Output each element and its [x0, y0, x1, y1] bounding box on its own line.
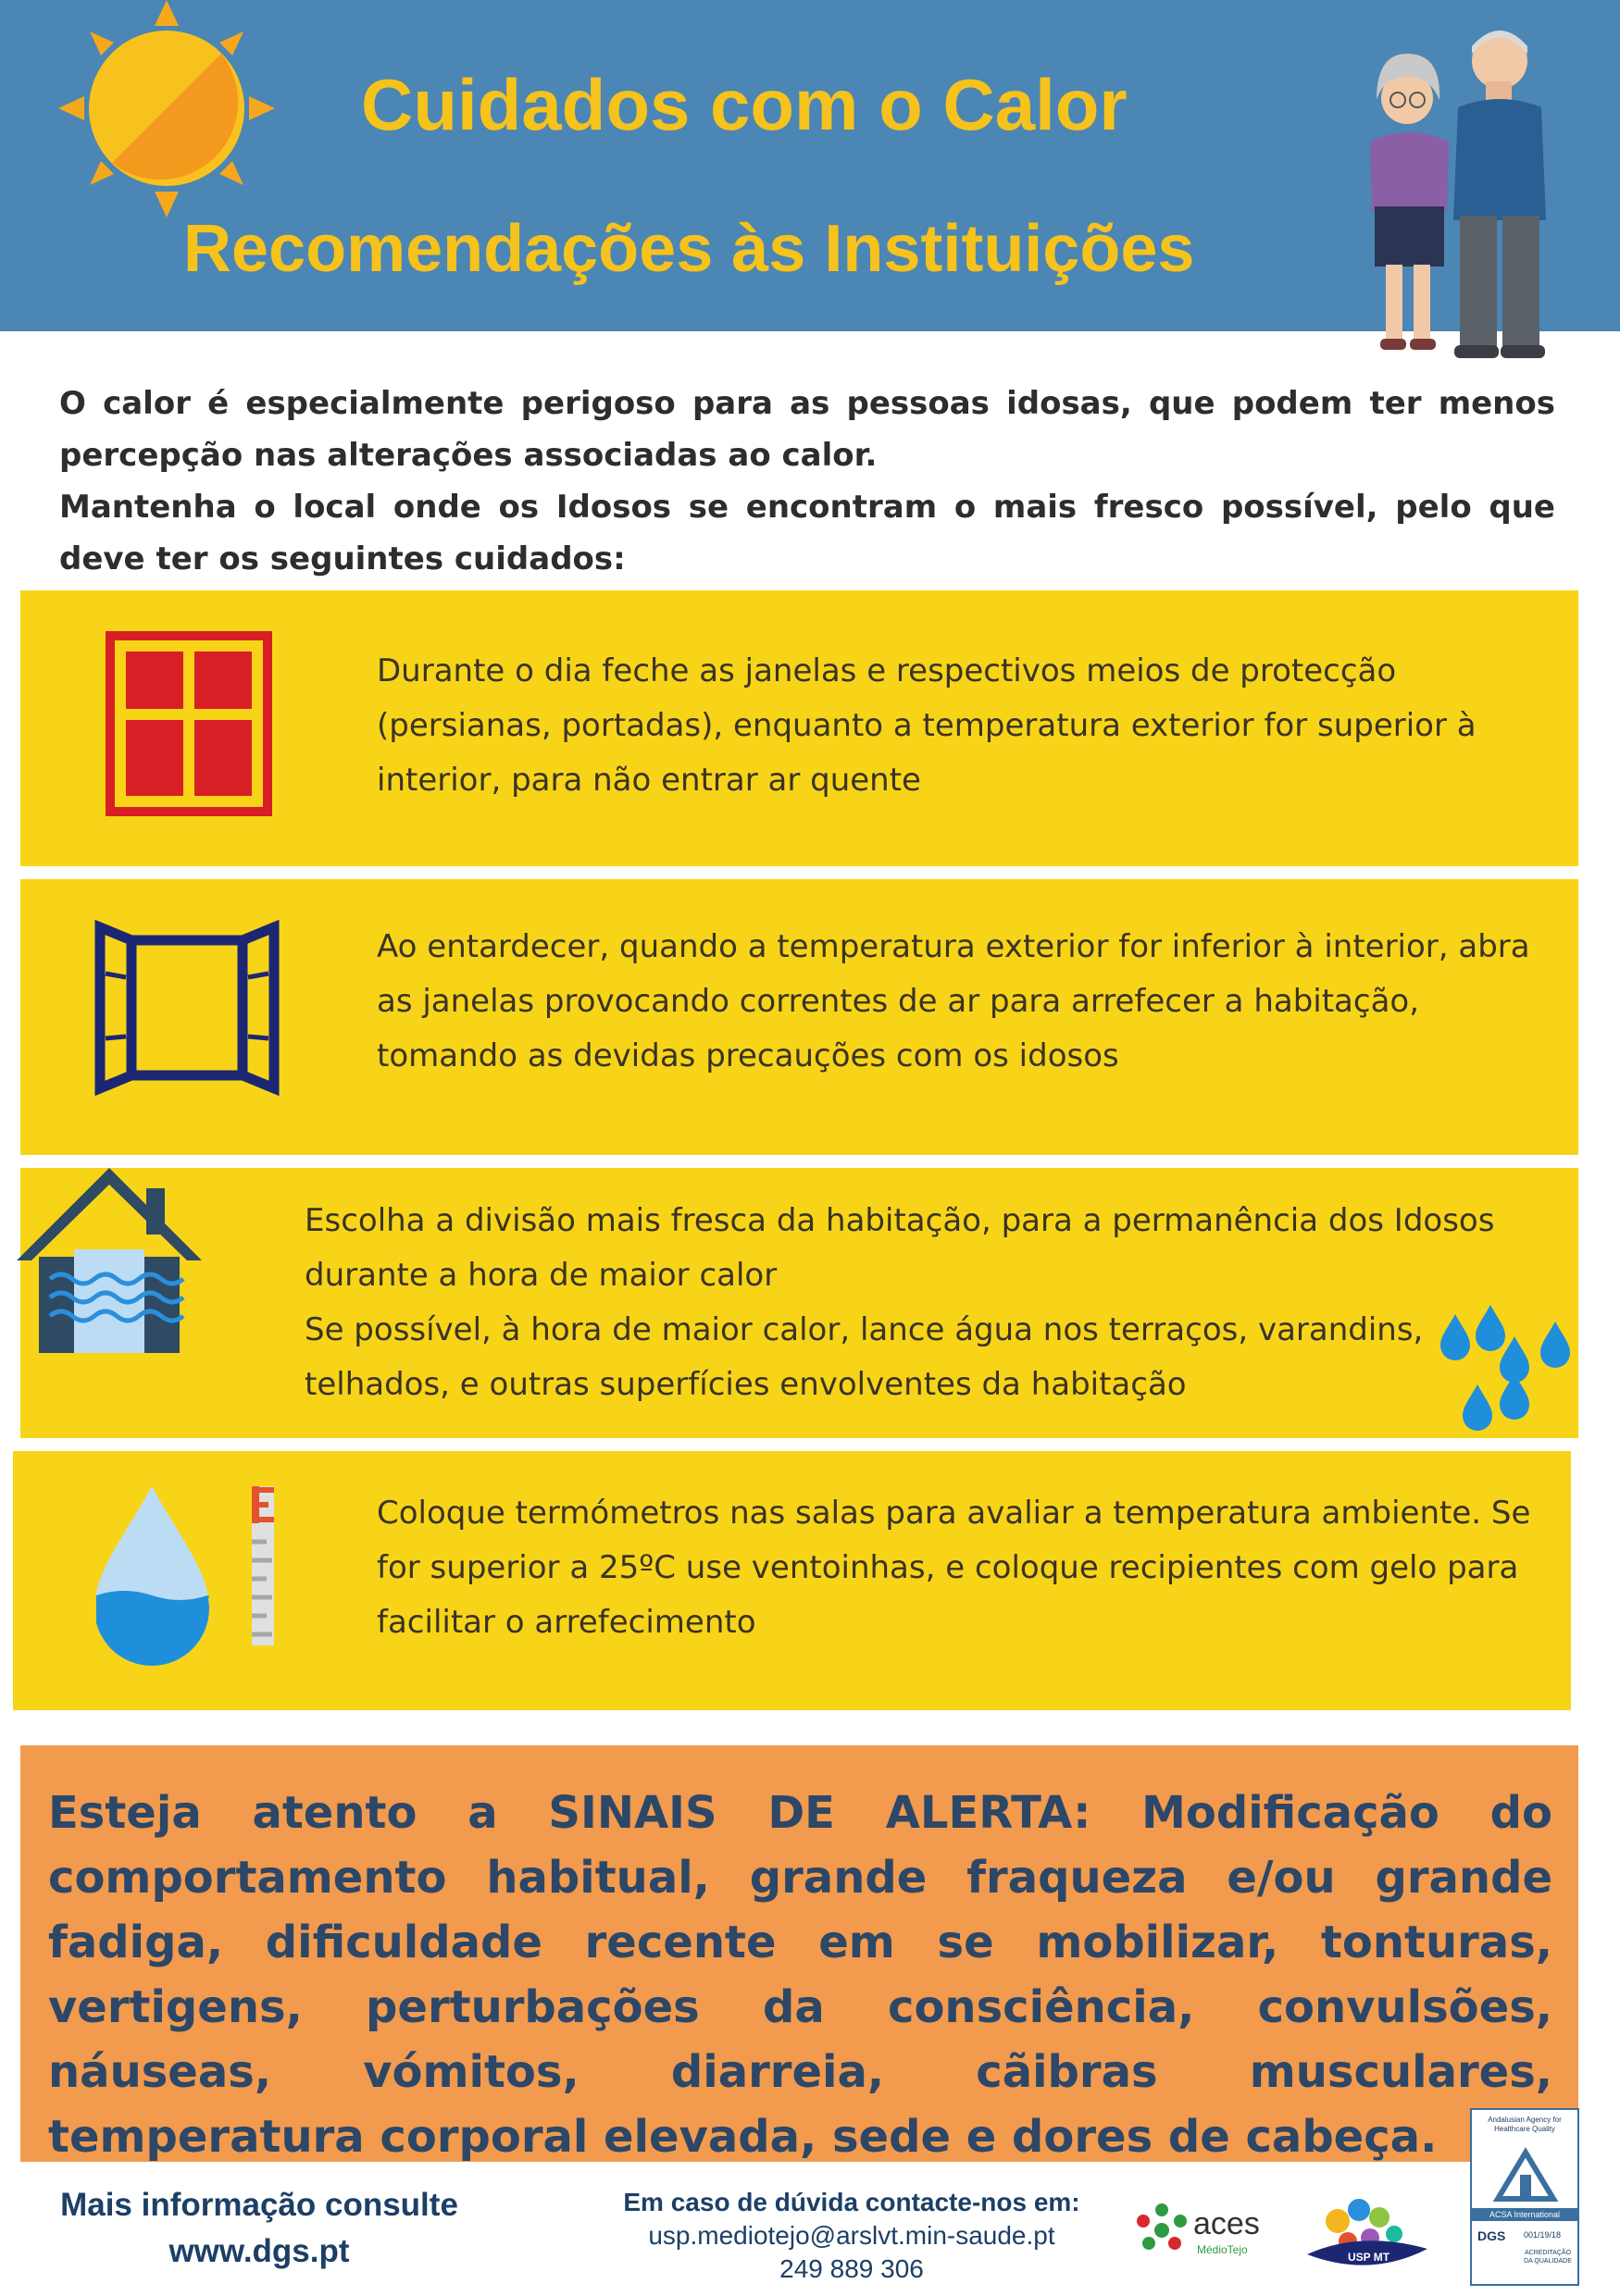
- warning-signs-text: Esteja atento a SINAIS DE ALERTA: Modificação do comportamento habitual, grande fraqueza e/ou grande fadiga, dificuldade recente em se mobilizar, tonturas, vertigens, perturbações da consciência, convulsões, náuseas, vómitos, diarreia, cãibras musculares, temperatura corporal elevada, sede e dores de cabeça.: [48, 1787, 1552, 2163]
- aces-logo: [1134, 2203, 1277, 2267]
- acsa-accreditation-seal: [1470, 2108, 1579, 2286]
- water-thermometer-icon: [96, 1486, 281, 1671]
- contact-phone: 249 889 306: [779, 2254, 924, 2283]
- intro-paragraph-1: O calor é especialmente perigoso para as pessoas idosas, que podem ter menos percepção nas alterações associadas ao calor.: [59, 385, 1555, 474]
- contact-label: Em caso de dúvida contacte-nos em:: [623, 2188, 1080, 2216]
- acsa-emblem-icon: [1489, 2147, 1563, 2203]
- aces-logo-sub: MédioTejo: [1197, 2243, 1248, 2256]
- open-window-icon: [94, 920, 280, 1096]
- acsa-seal-top: Andalusian Agency for Healthcare Quality: [1488, 2116, 1562, 2133]
- tip-card-open-windows: [20, 879, 1578, 1155]
- usp-logo: [1305, 2193, 1430, 2286]
- closed-window-icon: [106, 631, 272, 816]
- page-title: Cuidados com o Calor: [361, 64, 1128, 145]
- aces-logo-name: aces: [1193, 2206, 1260, 2241]
- water-drops-icon: [1437, 1305, 1585, 1434]
- tip-text-close-windows: Durante o dia feche as janelas e respectivos meios de protecção (persianas, portadas), enquanto a temperatura exterior for superior à interior, para não entrar ar quente: [377, 652, 1477, 799]
- tip-text-open-windows: Ao entardecer, quando a temperatura exterior for inferior à interior, abra as janelas provocando correntes de ar para arrefecer a habitação, tomando as devidas precauções com os idosos: [377, 928, 1530, 1074]
- page-subtitle: Recomendações às Instituições: [183, 212, 1195, 286]
- intro-paragraph-2: Mantenha o local onde os Idosos se encontram o mais fresco possível, pelo que deve ter os seguintes cuidados:: [59, 489, 1555, 577]
- usp-bubbles-icon: [1305, 2193, 1430, 2286]
- acsa-seal-name: ACSA International: [1472, 2208, 1577, 2221]
- tip-card-thermometers: [13, 1451, 1571, 1710]
- aces-symbol-icon: [1134, 2203, 1190, 2258]
- more-info-link[interactable]: www.dgs.pt: [168, 2233, 350, 2269]
- usp-logo-text: USP MT: [1348, 2251, 1390, 2264]
- acsa-seal-code: 001/19/18: [1524, 2230, 1562, 2240]
- tip-text-cool-room-2: Se possível, à hora de maior calor, lance água nos terraços, varandins, telhados, e outras superfícies envolventes da habitação: [305, 1311, 1424, 1403]
- tip-card-close-windows: [20, 590, 1578, 866]
- acsa-seal-dgs: DGS: [1477, 2228, 1506, 2243]
- sun-icon: [51, 0, 282, 217]
- tip-text-thermometers: Coloque termómetros nas salas para avaliar a temperatura ambiente. Se for superior a 25ºC use ventoinhas, e coloque recipientes com gelo para facilitar o arrefecimento: [377, 1495, 1531, 1641]
- elderly-couple-illustration: [1356, 26, 1555, 370]
- warning-signs-box: [20, 1745, 1578, 2162]
- contact-email[interactable]: usp.mediotejo@arslvt.min-saude.pt: [648, 2221, 1055, 2250]
- tip-text-cool-room-1: Escolha a divisão mais fresca da habitação, para a permanência dos Idosos durante a hora de maior calor: [305, 1202, 1495, 1294]
- tip-text-cool-room: [305, 1194, 1527, 1412]
- tip-card-cool-room: [20, 1168, 1578, 1438]
- contact-info: [592, 2186, 1111, 2286]
- intro-text: [59, 378, 1555, 585]
- cool-house-icon: [17, 1168, 202, 1353]
- header-banner: [0, 0, 1620, 331]
- acsa-seal-caption: ACREDITAÇÃO DA QUALIDADE: [1524, 2250, 1572, 2265]
- more-info: [56, 2182, 463, 2275]
- more-info-label: Mais informação consulte: [60, 2187, 458, 2223]
